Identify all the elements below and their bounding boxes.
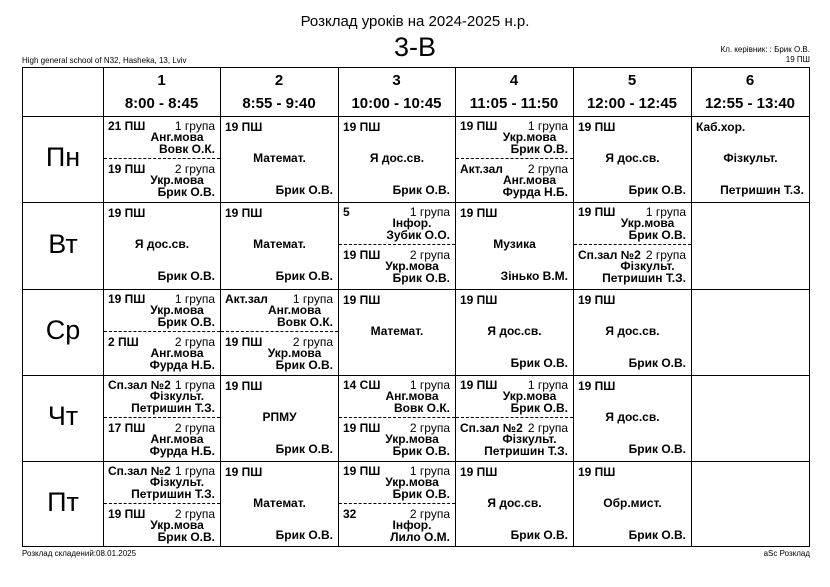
group-label: 2 група xyxy=(174,162,215,176)
period-header xyxy=(573,68,691,116)
teacher-label: Зубик О.О. xyxy=(386,228,450,242)
subject-label: Музика xyxy=(493,237,536,251)
room-label: 19 ПШ xyxy=(578,379,616,393)
subject-label: Я дос.св. xyxy=(487,324,542,338)
room-label: Акт.зал xyxy=(460,162,503,176)
room-label: 19 ПШ xyxy=(108,507,146,521)
room-label: 19 ПШ xyxy=(578,293,616,307)
subject-label: Математ. xyxy=(253,151,306,165)
room-label: 19 ПШ xyxy=(225,465,263,479)
subject-label: Укр.мова xyxy=(385,475,439,489)
room-label: 19 ПШ xyxy=(225,206,263,220)
group-lesson-top xyxy=(104,462,220,505)
group-divider xyxy=(339,244,455,245)
subject-label: Укр.мова xyxy=(620,216,675,230)
room-label: 19 ПШ xyxy=(108,162,146,176)
teacher-label: Брик О.В. xyxy=(510,528,568,542)
subject-label: Я дос.св. xyxy=(605,151,660,165)
period-time: 8:55 - 9:40 xyxy=(242,95,316,112)
period-number: 4 xyxy=(509,72,519,89)
subject-label: Укр.мова xyxy=(150,518,204,532)
teacher-label: Вовк О.К. xyxy=(158,142,215,156)
teacher-label: Брик О.В. xyxy=(510,142,568,156)
group-lesson-bottom xyxy=(104,505,220,548)
room-label: 19 ПШ xyxy=(343,293,381,307)
group-lesson-bottom xyxy=(104,419,220,462)
subject-label: Фізкульт. xyxy=(149,475,205,489)
lesson-cell xyxy=(104,376,220,461)
teacher-label: Петришин Т.З. xyxy=(720,183,804,197)
group-lesson-bottom xyxy=(456,160,573,203)
lesson-cell xyxy=(221,290,338,375)
teacher-label: Брик О.В. xyxy=(157,315,215,329)
subject-label: Математ. xyxy=(370,324,424,338)
lesson-cell xyxy=(456,290,573,375)
room-label: Сп.зал №2 xyxy=(108,378,171,392)
room-label: 5 xyxy=(343,205,350,219)
teacher-label: Брик О.В. xyxy=(157,530,215,544)
group-label: 2 група xyxy=(409,507,450,521)
subject-label: Фізкульт. xyxy=(502,432,557,446)
room-label: 17 ПШ xyxy=(108,421,146,435)
group-divider xyxy=(339,417,455,418)
lesson-cell xyxy=(456,117,573,202)
period-number: 2 xyxy=(274,72,284,89)
period-header xyxy=(455,68,573,116)
room-label: 19 ПШ xyxy=(108,206,146,220)
subject-label: Математ. xyxy=(253,496,306,510)
teacher-label: Фурда Н.Б. xyxy=(149,444,215,458)
lesson-cell xyxy=(339,203,455,289)
lesson-cell xyxy=(692,117,809,202)
group-lesson-bottom xyxy=(339,419,455,462)
room-label: 21 ПШ xyxy=(108,119,146,133)
subject-label: Анг.мова xyxy=(150,432,204,446)
subject-label: Анг.мова xyxy=(150,130,204,144)
group-lesson-top xyxy=(339,376,455,419)
period-time: 11:05 - 11:50 xyxy=(469,95,559,112)
room-label: Каб.хор. xyxy=(696,120,746,134)
group-divider xyxy=(456,417,573,418)
room-label: 19 ПШ xyxy=(578,120,616,134)
group-lesson-top xyxy=(104,376,220,419)
period-number: 1 xyxy=(157,72,166,89)
teacher-label: Брик О.В. xyxy=(628,228,686,242)
teacher-label: Брик О.В. xyxy=(510,401,568,415)
period-number: 6 xyxy=(745,72,755,89)
lesson-cell xyxy=(574,203,691,289)
room-label: 32 xyxy=(343,507,357,521)
group-label: 2 група xyxy=(174,335,215,349)
timetable-grid xyxy=(22,67,810,547)
subject-label: РПМУ xyxy=(262,410,297,424)
teacher-label: Брик О.В. xyxy=(628,442,686,456)
period-time: 8:00 - 8:45 xyxy=(124,95,199,112)
day-name: Пт xyxy=(47,486,79,517)
room-label: 19 ПШ xyxy=(225,379,263,393)
lesson-cell xyxy=(574,376,691,461)
subject-label: Інфор. xyxy=(392,216,432,230)
school-name: High general school of N32, Hasheka, 13, Lviv xyxy=(22,56,187,65)
group-lesson-bottom xyxy=(339,505,455,548)
group-label: 1 група xyxy=(409,378,450,392)
subject-label: Я дос.св. xyxy=(605,324,660,338)
teacher-label: Фурда Н.Б. xyxy=(149,358,215,372)
generated-date: Розклад складений:08.01.2025 xyxy=(22,549,137,558)
group-label: 1 група xyxy=(645,205,686,219)
empty-cell xyxy=(692,376,809,461)
subject-label: Укр.мова xyxy=(385,432,439,446)
group-lesson-top xyxy=(221,290,338,333)
period-number: 3 xyxy=(392,72,401,89)
group-label: 2 група xyxy=(527,162,568,176)
app-credit: aSc Розклад xyxy=(763,549,810,558)
subject-label: Укр.мова xyxy=(385,259,439,273)
subject-label: Інфор. xyxy=(392,518,432,532)
period-time: 10:00 - 10:45 xyxy=(351,95,442,112)
subject-label: Я дос.св. xyxy=(605,410,660,424)
room-label: 14 СШ xyxy=(343,378,381,392)
group-label: 2 група xyxy=(174,421,215,435)
group-label: 2 група xyxy=(527,421,568,435)
room-label: Сп.зал №2 xyxy=(108,464,171,478)
teacher-label: Вовк О.К. xyxy=(276,315,333,329)
group-label: 1 група xyxy=(409,205,450,219)
group-label: 2 група xyxy=(409,421,450,435)
lesson-cell xyxy=(339,290,455,375)
class-teacher-info xyxy=(721,45,810,65)
room-label: 19 ПШ xyxy=(343,464,381,478)
room-label: 19 ПШ xyxy=(225,120,263,134)
teacher-label: Петришин Т.З. xyxy=(484,444,568,458)
room-label: 19 ПШ xyxy=(225,335,263,349)
day-name: Чт xyxy=(47,401,79,431)
period-header xyxy=(103,68,220,116)
group-lesson-bottom xyxy=(339,246,455,289)
lesson-cell xyxy=(221,376,338,461)
group-lesson-top xyxy=(104,290,220,333)
period-header xyxy=(338,68,455,116)
group-label: 1 група xyxy=(527,378,568,392)
subject-label: Фізкульт. xyxy=(620,259,675,273)
teacher-label: Брик О.В. xyxy=(392,271,450,285)
group-label: 1 група xyxy=(174,119,215,133)
group-label: 2 група xyxy=(409,248,450,262)
subject-label: Укр.мова xyxy=(150,173,204,187)
subject-label: Я дос.св. xyxy=(369,151,425,165)
lesson-cell xyxy=(574,462,691,546)
subject-label: Я дос.св. xyxy=(487,496,542,510)
teacher-label: Брик О.В. xyxy=(510,356,568,370)
teacher-label: Брик О.В. xyxy=(275,442,333,456)
group-label: 1 група xyxy=(174,292,215,306)
lesson-cell xyxy=(104,117,220,202)
lesson-cell xyxy=(574,290,691,375)
subject-label: Укр.мова xyxy=(267,346,322,360)
teacher-label: Лило О.М. xyxy=(390,530,450,544)
teacher-label: Брик О.В. xyxy=(275,528,333,542)
subject-label: Анг.мова xyxy=(150,346,204,360)
group-label: 2 група xyxy=(645,248,686,262)
lesson-cell xyxy=(221,462,338,546)
day-name: Ср xyxy=(45,315,81,345)
lesson-cell xyxy=(104,203,220,289)
room-label: 19 ПШ xyxy=(578,465,616,479)
teacher-label: Брик О.В. xyxy=(392,183,450,197)
teacher-label: Брик О.В. xyxy=(392,444,450,458)
lesson-cell xyxy=(456,376,573,461)
group-lesson-top xyxy=(456,376,573,419)
lesson-cell xyxy=(574,117,691,202)
period-time: 12:55 - 13:40 xyxy=(704,95,796,112)
class-name: 3-В xyxy=(393,32,437,62)
lesson-cell xyxy=(339,376,455,461)
room-label: 19 ПШ xyxy=(343,120,381,134)
group-lesson-bottom xyxy=(104,160,220,203)
group-lesson-top xyxy=(339,203,455,246)
teacher-label: Петришин Т.З. xyxy=(131,401,215,415)
group-label: 1 група xyxy=(174,464,215,478)
group-divider xyxy=(339,503,455,504)
group-label: 1 група xyxy=(409,464,450,478)
lesson-cell xyxy=(339,117,455,202)
class-room-label: 19 ПШ xyxy=(785,55,810,64)
page-title: Розклад уроків на 2024-2025 н.р. xyxy=(300,13,530,30)
teacher-label: Зінько В.М. xyxy=(500,269,568,283)
room-label: 19 ПШ xyxy=(578,205,616,219)
teacher-label: Брик О.В. xyxy=(275,269,333,283)
group-divider xyxy=(104,503,220,504)
period-number: 5 xyxy=(627,72,637,89)
subject-label: Анг.мова xyxy=(268,303,321,317)
group-lesson-top xyxy=(104,117,220,160)
room-label: 19 ПШ xyxy=(460,465,498,479)
group-lesson-top xyxy=(339,462,455,505)
room-label: 19 ПШ xyxy=(460,206,498,220)
subject-label: Укр.мова xyxy=(502,130,557,144)
teacher-label: Брик О.В. xyxy=(628,183,686,197)
group-divider xyxy=(104,158,220,159)
group-divider xyxy=(456,158,573,159)
group-lesson-top xyxy=(456,117,573,160)
group-divider xyxy=(104,417,220,418)
teacher-label: Вовк О.К. xyxy=(393,401,450,415)
lesson-cell xyxy=(339,462,455,546)
room-label: Сп.зал №2 xyxy=(460,421,523,435)
group-lesson-top xyxy=(574,203,691,246)
teacher-label: Брик О.В. xyxy=(275,183,333,197)
room-label: 19 ПШ xyxy=(460,119,498,133)
group-label: 1 група xyxy=(527,119,568,133)
group-label: 2 група xyxy=(292,335,333,349)
teacher-label: Петришин Т.З. xyxy=(602,271,686,285)
period-time: 12:00 - 12:45 xyxy=(586,95,678,112)
teacher-label: Брик О.В. xyxy=(157,269,215,283)
teacher-label: Петришин Т.З. xyxy=(131,487,215,501)
period-header xyxy=(220,68,338,116)
subject-label: Анг.мова xyxy=(385,389,439,403)
group-lesson-bottom xyxy=(104,333,220,376)
subject-label: Укр.мова xyxy=(150,303,204,317)
empty-cell xyxy=(692,462,809,546)
day-name: Пн xyxy=(45,142,81,172)
empty-cell xyxy=(692,203,809,289)
room-label: 19 ПШ xyxy=(108,292,146,306)
lesson-cell xyxy=(104,290,220,375)
subject-label: Укр.мова xyxy=(502,389,557,403)
subject-label: Фізкульт. xyxy=(723,151,778,165)
day-name: Вт xyxy=(48,228,78,259)
teacher-label: Брик О.В. xyxy=(275,358,333,372)
period-header xyxy=(691,68,809,116)
subject-label: Обр.мист. xyxy=(603,496,662,510)
group-label: 2 група xyxy=(174,507,215,521)
group-divider xyxy=(574,244,691,245)
teacher-label: Фурда Н.Б. xyxy=(502,185,568,199)
room-label: 19 ПШ xyxy=(343,421,381,435)
room-label: 19 ПШ xyxy=(460,378,498,392)
teacher-label: Брик О.В. xyxy=(157,185,215,199)
group-lesson-bottom xyxy=(574,246,691,289)
subject-label: Фізкульт. xyxy=(149,389,205,403)
group-divider xyxy=(104,331,220,332)
teacher-label: Брик О.В. xyxy=(628,356,686,370)
teacher-label: Брик О.В. xyxy=(628,528,686,542)
group-label: 1 група xyxy=(174,378,215,392)
room-label: 19 ПШ xyxy=(343,248,381,262)
lesson-cell xyxy=(456,462,573,546)
room-label: 19 ПШ xyxy=(460,293,498,307)
lesson-cell xyxy=(104,462,220,546)
group-label: 1 група xyxy=(292,292,333,306)
room-label: Сп.зал №2 xyxy=(578,248,641,262)
lesson-cell xyxy=(221,203,338,289)
subject-label: Математ. xyxy=(253,237,306,251)
subject-label: Анг.мова xyxy=(503,173,556,187)
room-label: 2 ПШ xyxy=(108,335,139,349)
room-label: Акт.зал xyxy=(225,292,268,306)
subject-label: Я дос.св. xyxy=(134,237,190,251)
lesson-cell xyxy=(221,117,338,202)
group-lesson-bottom xyxy=(221,333,338,376)
group-divider xyxy=(221,331,338,332)
group-lesson-bottom xyxy=(456,419,573,462)
class-teacher-label: Кл. керівник: : Брик О.В. xyxy=(720,45,810,54)
empty-cell xyxy=(692,290,809,375)
lesson-cell xyxy=(456,203,573,289)
teacher-label: Брик О.В. xyxy=(392,487,450,501)
